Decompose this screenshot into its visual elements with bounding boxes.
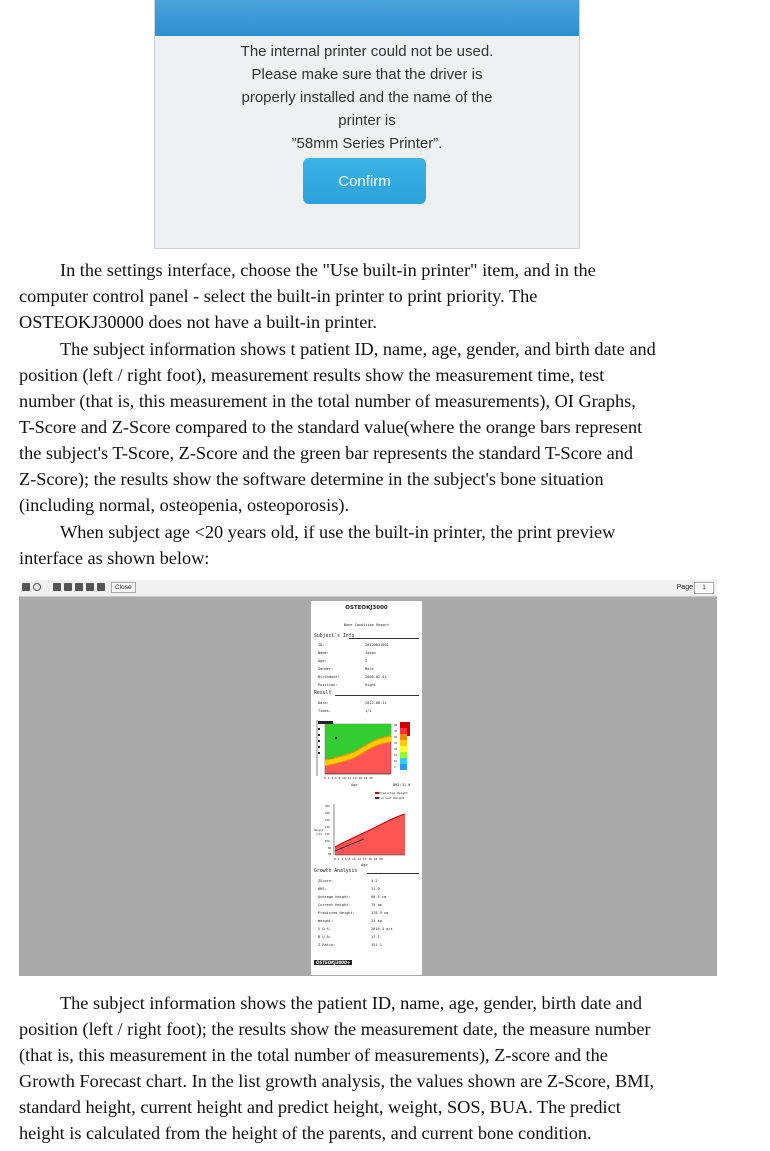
legend-predicted-text: Predicted Height <box>379 791 408 795</box>
page-label: Page <box>676 584 693 591</box>
svg-text:15: 15 <box>394 754 398 757</box>
text-line: standard height, current height and predict height, weight, SOS, BUA. The predict <box>19 1097 621 1117</box>
dialog-message-line: properly installed and the name of the <box>241 89 493 106</box>
text-line: position (left / right foot), measurement results show the measurement time, test <box>19 365 605 385</box>
growth-sos-value: 2010.4 m/s <box>371 927 393 931</box>
subject-gender-label: Gender: <box>318 667 334 671</box>
growth-bmi-label: BMI: <box>318 887 327 891</box>
text-line: height is calculated from the height of the parents, and current bone condition. <box>19 1123 592 1143</box>
dialog-message-line: printer is <box>338 112 396 129</box>
growth-zscore-label: ZScore: <box>318 879 334 883</box>
legend-predicted-height <box>375 791 408 795</box>
growth-bmi-value: 31.0 <box>371 887 380 891</box>
dialog-message-line: Please make sure that the driver is <box>251 66 483 83</box>
text-line: The subject information shows t patient ID, name, age, gender, and birth date and <box>60 339 656 359</box>
text-line: Growth Forecast chart. In the list growth analysis, the values shown are Z-Score, BMI, <box>19 1071 655 1091</box>
report-subtitle: Bone Condition Report <box>343 623 390 627</box>
text-line: computer control panel - select the built-in printer to print priority. The <box>19 286 538 306</box>
subject-info-header: Subject's Info <box>314 634 355 639</box>
svg-text:60: 60 <box>328 853 332 856</box>
subject-birthdate-label: Birthdate: <box>318 675 340 679</box>
two-pages-icon[interactable] <box>64 583 72 591</box>
report-footer-logo: OSTEOKJ3000+ <box>316 960 351 965</box>
growth-current-height-label: Current Height: <box>318 903 351 907</box>
text-line: interface as shown below: <box>19 548 210 568</box>
svg-text:10: 10 <box>394 760 398 763</box>
close-button[interactable]: Close <box>111 582 136 593</box>
subject-id-label: ID: <box>318 643 325 647</box>
dialog-message <box>155 40 579 155</box>
text-line: position (left / right foot); the results show the measurement date, the measure number <box>19 1019 651 1039</box>
subject-id-value: 20120831001 <box>365 643 389 647</box>
result-times-label: Times: <box>318 709 331 713</box>
chart1-x-axis-label: Age <box>351 783 358 787</box>
paragraph-print-preview-intro <box>19 519 751 571</box>
growth-zscore-value: 4.2 <box>371 879 378 883</box>
divider <box>349 638 419 639</box>
legend-current-text: Current Height <box>379 796 405 800</box>
growth-weight-value: 23 kg <box>371 919 382 923</box>
svg-text:80: 80 <box>328 847 332 850</box>
paragraph-printer-settings <box>19 257 751 335</box>
text-line: In the settings interface, choose the "Use built-in printer" item, and in the <box>60 260 596 280</box>
growth-bua-value: 17.1 <box>371 935 380 939</box>
subject-age-label: Age: <box>318 659 327 663</box>
print-preview-window <box>19 580 717 976</box>
svg-text:35: 35 <box>394 730 398 733</box>
growth-average-height-value: 96.5 cm <box>371 895 387 899</box>
divider <box>367 873 419 874</box>
legend-current-height <box>375 796 404 800</box>
height-forecast-chart <box>314 801 420 863</box>
text-line: OSTEOKJ30000 does not have a built-in printer. <box>19 312 377 332</box>
zscore-growth-chart <box>314 718 420 788</box>
growth-z-ratio-value: 151 % <box>371 943 382 947</box>
svg-text:Height: Height <box>314 829 324 832</box>
subject-position-label: Position: <box>318 683 338 687</box>
dialog-message-line: The internal printer could not be used. <box>240 43 494 60</box>
growth-predicted-height-label: Predicted Height: <box>318 911 355 915</box>
chart2-x-axis-label: Age <box>361 863 368 867</box>
dialog-message-line: ”58mm Series Printer”. <box>291 135 443 152</box>
svg-text:140: 140 <box>325 826 330 829</box>
text-line: the subject's T-Score, Z-Score and the green bar represents the standard T-Score and <box>19 443 633 463</box>
svg-text:160: 160 <box>325 819 330 822</box>
subject-age-value: 3 <box>365 659 368 663</box>
text-line: (including normal, osteopenia, osteoporosis). <box>19 495 350 515</box>
svg-text:30: 30 <box>394 736 398 739</box>
subject-position-value: Right <box>365 683 376 687</box>
growth-average-height-label: Average Height: <box>318 895 351 899</box>
text-line: (that is, this measurement in the total number of measurements), Z-score and the <box>19 1045 608 1065</box>
dialog-title-bar <box>155 0 579 36</box>
one-page-icon[interactable] <box>53 583 61 591</box>
svg-text:0 2 4 6 8 10 12 14 16 18 20: 0 2 4 6 8 10 12 14 16 18 20 <box>334 857 383 861</box>
paragraph-subject-info <box>19 336 751 518</box>
text-line: number (that is, this measurement in the total number of measurements), OI Graphs, <box>19 391 636 411</box>
text-line: When subject age <20 years old, if use the built-in printer, the print preview <box>60 522 616 542</box>
svg-text:180: 180 <box>325 812 330 815</box>
growth-analysis-header: Growth Analysis <box>314 869 358 874</box>
result-times-value: 1/1 <box>365 709 372 713</box>
result-header: Result <box>314 691 332 696</box>
zoom-icon[interactable] <box>33 583 41 591</box>
paragraph-growth-analysis <box>19 990 751 1146</box>
divider <box>335 695 419 696</box>
confirm-button[interactable]: Confirm <box>303 158 426 204</box>
report-page <box>311 601 422 975</box>
printer-error-dialog <box>154 0 580 249</box>
growth-bua-label: B U A: <box>318 935 331 939</box>
text-line: Z-Score); the results show the software determine in the subject's bone situation <box>19 469 604 489</box>
svg-text:120: 120 <box>325 833 330 836</box>
print-icon[interactable] <box>22 583 30 591</box>
three-pages-icon[interactable] <box>75 583 83 591</box>
six-pages-icon[interactable] <box>97 583 105 591</box>
svg-text:(cm): (cm) <box>316 833 323 836</box>
svg-text:40: 40 <box>394 724 398 727</box>
subject-name-value: Jason <box>365 651 376 655</box>
result-date-label: Date: <box>318 701 329 705</box>
growth-z-ratio-label: Z-Ratio: <box>318 943 336 947</box>
text-line: T-Score and Z-Score compared to the standard value(where the orange bars represent <box>19 417 643 437</box>
growth-current-height-value: 75 cm <box>371 903 382 907</box>
text-line: The subject information shows the patient ID, name, age, gender, birth date and <box>60 993 643 1013</box>
four-pages-icon[interactable] <box>86 583 94 591</box>
subject-gender-value: Male <box>365 667 374 671</box>
bmi-label: BMI:31.0 <box>393 783 411 787</box>
report-title: OSTEOKJ3000 <box>345 605 388 611</box>
growth-weight-label: Weight: <box>318 919 334 923</box>
svg-text:5: 5 <box>394 766 396 769</box>
svg-text:20: 20 <box>394 748 398 751</box>
growth-predicted-height-value: 178.9 cm <box>371 911 389 915</box>
svg-text:25: 25 <box>394 742 398 745</box>
svg-text:200: 200 <box>325 805 330 808</box>
result-date-value: 2012-08-31 <box>365 701 387 705</box>
svg-text:0 2 4 6 8 10 12 14 16 18 20: 0 2 4 6 8 10 12 14 16 18 20 <box>324 776 373 780</box>
preview-toolbar <box>19 580 717 597</box>
page-spinner[interactable]: 1 <box>694 582 714 594</box>
growth-sos-label: S O S: <box>318 927 331 931</box>
svg-text:100: 100 <box>325 840 330 843</box>
subject-birthdate-value: 2008-02-01 <box>365 675 387 679</box>
subject-name-label: Name: <box>318 651 329 655</box>
